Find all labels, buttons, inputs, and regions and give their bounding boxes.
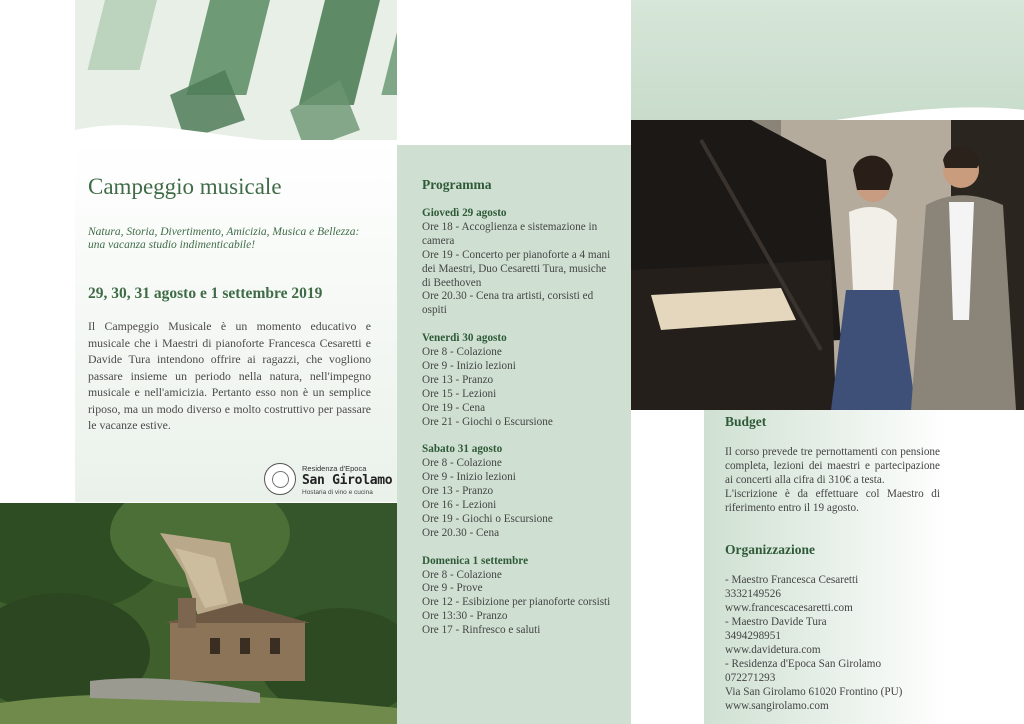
program-day bbox=[422, 443, 617, 540]
org-website-link[interactable]: www.francescacesaretti.com bbox=[725, 602, 853, 614]
program-item: Ore 19 - Concerto per pianoforte a 4 mani dei Maestri, Duo Cesaretti Tura, musiche di Beethoven bbox=[422, 248, 611, 289]
event-dates: 29, 30, 31 agosto e 1 settembre 2019 bbox=[88, 285, 323, 302]
program-item: Ore 9 - Inizio lezioni bbox=[422, 471, 516, 484]
program-day bbox=[422, 555, 617, 638]
org-address: Via San Girolamo 61020 Frontino (PU) bbox=[725, 686, 903, 698]
program-item: Ore 13 - Pranzo bbox=[422, 373, 494, 386]
logo-tagline: Hostaria di vino e cucina bbox=[302, 489, 373, 496]
day-heading: Giovedì 29 agosto bbox=[422, 207, 507, 219]
estate-landscape-image bbox=[0, 503, 397, 724]
budget-note: L'iscrizione è da effettuare col Maestro di riferimento entro il 19 agosto. bbox=[725, 487, 940, 514]
subtitle bbox=[88, 226, 371, 252]
program-item: Ore 9 - Inizio lezioni bbox=[422, 359, 516, 372]
program-item: Ore 20.30 - Cena tra artisti, corsisti ed ospiti bbox=[422, 290, 594, 317]
org-contact-name: - Maestro Davide Tura bbox=[725, 616, 827, 628]
san-girolamo-logo bbox=[262, 462, 394, 500]
budget-title: Budget bbox=[725, 414, 767, 429]
intro-paragraph: Il Campeggio Musicale è un momento educativo e musicale che i Maestri di pianoforte Francesca Cesaretti e Davide Tura intendono offrire ai ragazzi, che vogliono passare insieme un periodo nella natura, nell'impegno musicale e nell'amicizia. Pertanto esso non è un semplice riposo, ma un modo diverso e molto costruttivo per passare le vacanze estive. bbox=[88, 319, 371, 432]
logo-name: San Girolamo bbox=[302, 473, 393, 488]
page-title: Campeggio musicale bbox=[88, 174, 282, 199]
spacer bbox=[422, 318, 617, 332]
spacer bbox=[422, 429, 617, 443]
program-day bbox=[422, 207, 617, 318]
organization-title: Organizzazione bbox=[725, 542, 815, 557]
day-heading: Domenica 1 settembre bbox=[422, 554, 529, 567]
spacer bbox=[422, 541, 617, 555]
logo-small-text: Residenza d'Epoca bbox=[302, 464, 367, 473]
program-item: Ore 18 - Accoglienza e sistemazione in camera bbox=[422, 220, 598, 247]
duo-photo bbox=[631, 120, 1024, 410]
org-contact-name: - Residenza d'Epoca San Girolamo bbox=[725, 658, 882, 670]
program-item: Ore 8 - Colazione bbox=[422, 346, 502, 359]
program-title: Programma bbox=[422, 177, 492, 192]
program-item: Ore 12 - Esibizione per pianoforte corsisti bbox=[422, 596, 611, 609]
budget-text: Il corso prevede tre pernottamenti con pensione completa, lezioni dei maestri e partecipazione ai concerti alla cifra di 310€ a testa. bbox=[725, 446, 940, 486]
info-panel bbox=[704, 410, 948, 724]
program-item: Ore 19 - Cena bbox=[422, 401, 486, 414]
program-day bbox=[422, 332, 617, 429]
program-item: Ore 13:30 - Pranzo bbox=[422, 610, 508, 623]
subtitle-line: Natura, Storia, Divertimento, Amicizia, Musica e Bellezza: bbox=[88, 226, 360, 238]
program-item: Ore 16 - Lezioni bbox=[422, 499, 497, 511]
program-item: Ore 8 - Colazione bbox=[422, 568, 502, 581]
program-item: Ore 9 - Prove bbox=[422, 582, 483, 595]
program-item: Ore 19 - Giochi o Escursione bbox=[422, 512, 553, 525]
org-phone: 3494298951 bbox=[725, 630, 781, 642]
budget-block bbox=[725, 446, 940, 516]
program-item: Ore 13 - Pranzo bbox=[422, 485, 494, 498]
program-item: Ore 17 - Rinfresco e saluti bbox=[422, 624, 541, 637]
organization-list bbox=[725, 573, 945, 713]
seal-icon bbox=[264, 463, 296, 495]
day-heading: Venerdì 30 agosto bbox=[422, 332, 507, 345]
program-item: Ore 8 - Colazione bbox=[422, 457, 502, 470]
intro-panel bbox=[75, 140, 397, 502]
piano-duo-image bbox=[631, 120, 1024, 410]
org-phone: 072271293 bbox=[725, 672, 776, 684]
program-item: Ore 20.30 - Cena bbox=[422, 526, 500, 539]
program-list bbox=[422, 207, 617, 638]
subtitle-line: una vacanza studio indimenticabile! bbox=[88, 239, 256, 251]
program-panel bbox=[397, 145, 631, 724]
org-contact-name: - Maestro Francesca Cesaretti bbox=[725, 574, 859, 586]
org-website-link[interactable]: www.davidetura.com bbox=[725, 644, 821, 656]
program-item: Ore 15 - Lezioni bbox=[422, 387, 497, 400]
program-item: Ore 21 - Giochi o Escursione bbox=[422, 415, 553, 428]
day-heading: Sabato 31 agosto bbox=[422, 443, 503, 456]
org-website-link[interactable]: www.sangirolamo.com bbox=[725, 700, 829, 712]
estate-photo bbox=[0, 503, 397, 724]
org-phone: 3332149526 bbox=[725, 588, 781, 600]
